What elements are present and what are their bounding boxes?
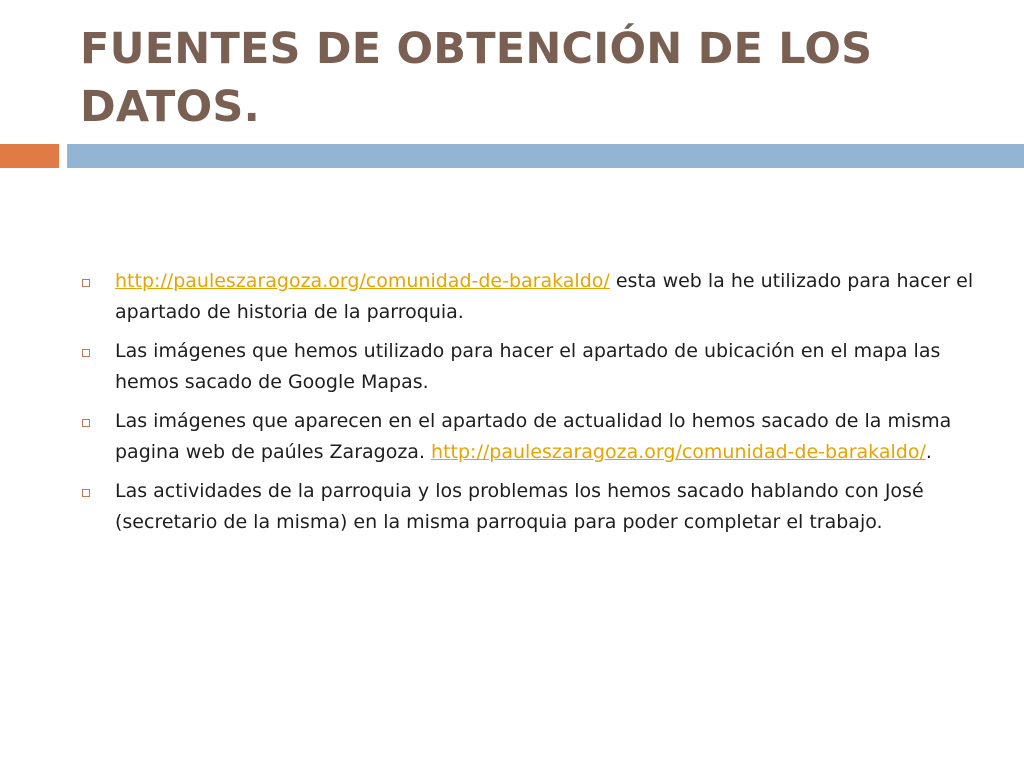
bullet-text: Las actividades de la parroquia y los problemas los hemos sacado hablando con José (secretario de la misma) en la misma parroquia para poder completar el trabajo. [115, 480, 924, 533]
bullet-list [80, 266, 980, 546]
square-bullet-icon [82, 279, 90, 287]
square-bullet-icon [82, 419, 90, 427]
bullet-suffix: . [925, 441, 932, 463]
square-bullet-icon [82, 489, 90, 497]
bullet-item [80, 406, 980, 468]
bullet-text: Las imágenes que aparecen en el apartado de actualidad lo hemos sacado de la misma pagina web de paúles Zaragoza. [115, 410, 952, 463]
source-link[interactable]: http://pauleszaragoza.org/comunidad-de-barakaldo/ [431, 441, 926, 463]
accent-bar-blue [67, 144, 1024, 168]
bullet-text: Las imágenes que hemos utilizado para hacer el apartado de ubicación en el mapa las hemos sacado de Google Mapas. [115, 340, 941, 393]
accent-bar-orange [0, 144, 59, 168]
source-link[interactable]: http://pauleszaragoza.org/comunidad-de-barakaldo/ [115, 270, 610, 292]
bullet-text: esta web la he utilizado para hacer el apartado de historia de la parroquia. [115, 270, 974, 323]
bullet-item [80, 476, 980, 538]
square-bullet-icon [82, 349, 90, 357]
bullet-item [80, 266, 980, 328]
bullet-item [80, 336, 980, 398]
slide-title: FUENTES DE OBTENCIÓN DE LOS DATOS. [80, 24, 873, 132]
